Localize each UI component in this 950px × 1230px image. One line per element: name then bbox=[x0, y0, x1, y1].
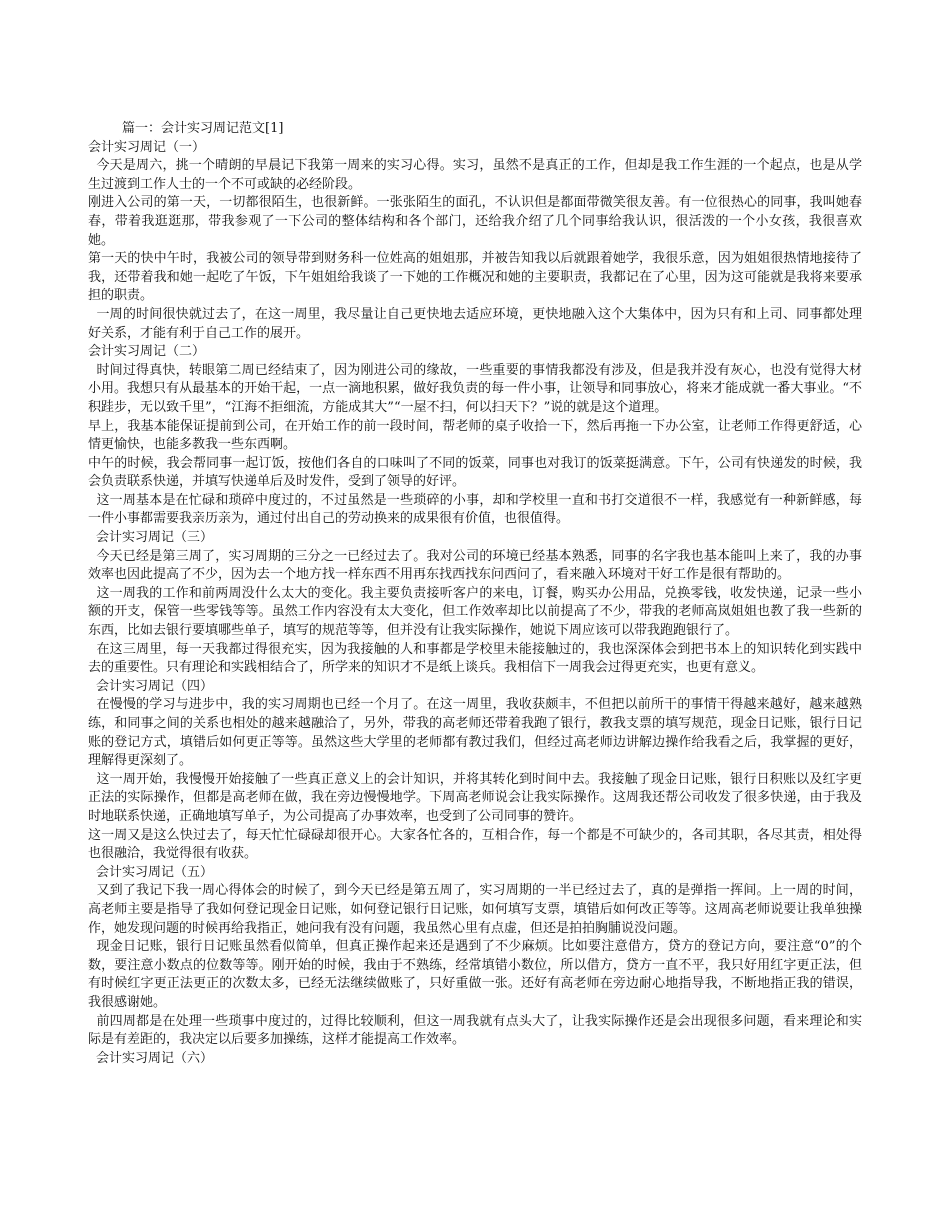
paragraph: 中午的时候，我会帮同事一起订饭，按他们各自的口味叫了不同的饭菜，同事也对我订的饭菜挺满意。下午，公司有快递发的时候，我会负责联系快递，并填写快递单后及时发件，受到了领导的好评。 bbox=[88, 455, 862, 490]
paragraph: 早上，我基本能保证提前到公司，在开始工作的前一段时间，帮老师的桌子收拾一下，然后再拖一下办公室，让老师工作得更舒适，心情更愉快，也能多教我一些东西啊。 bbox=[88, 418, 862, 453]
paragraph: 又到了我记下我一周心得体会的时候了，到今天已经是第五周了，实习周期的一半已经过去了，真的是弹指一挥间。上一周的时间，高老师主要是指导了我如何登记现金日记账，如何登记银行日记账，如何填写支票，填错后如何改正等等。这周高老师说要让我单独操作，她发现问题的时候再给我指正，她问我有没有问题，我虽然心里有点虚，但还是拍拍胸脯说没问题。 bbox=[88, 883, 862, 936]
paragraph: 第一天的快中午时，我被公司的领导带到财务科一位姓高的姐姐那，并被告知我以后就跟着她学，我很乐意，因为姐姐很热情地接待了我，还带着我和她一起吃了午饭，下午姐姐给我谈了一下她的工作概况和她的主要职责，我都记在了心里，因为这可能就是我将来要承担的职责。 bbox=[88, 251, 862, 304]
paragraph: 这一周基本是在忙碌和琐碎中度过的，不过虽然是一些琐碎的小事，却和学校里一直和书打交道很不一样，我感觉有一种新鲜感，每一件小事都需要我亲历亲为，通过付出自己的劳动换来的成果很有价值，也很值得。 bbox=[88, 492, 862, 527]
paragraph: 在慢慢的学习与进步中，我的实习周期也已经一个月了。在这一周里，我收获颇丰，不但把以前所干的事情干得越来越好，越来越熟练，和同事之间的关系也相处的越来越融洽了，另外，带我的高老师还带着我跑了银行，教我支票的填写规范，现金日记账，银行日记账的登记方式，填错后如何更正等等。虽然这些大学里的老师都有教过我们，但经过高老师边讲解边操作给我看之后，我掌握的更好，理解得更深刻了。 bbox=[88, 697, 862, 769]
document-page bbox=[88, 120, 862, 1068]
paragraph: 在这三周里，每一天我都过得很充实，因为我接触的人和事都是学校里未能接触过的，我也深深体会到把书本上的知识转化到实践中去的重要性。只有理论和实践相结合了，所学来的知识才不是纸上谈兵。我相信下一周我会过得更充实，也更有意义。 bbox=[88, 641, 862, 676]
journal-week-3 bbox=[88, 529, 862, 678]
section-heading: 会计实习周记（四） bbox=[96, 678, 214, 694]
journal-week-2 bbox=[88, 343, 862, 529]
paragraph: 这一周我的工作和前两周没什么太大的变化。我主要负责接听客户的来电，订餐，购买办公用品，兑换零钱，收发快递，记录一些小额的开支，保管一些零钱等等。虽然工作内容没有太大变化，但工作效率却比以前提高了不少，带我的老师高岚姐姐也教了我一些新的东西，比如去银行要填哪些单子，填写的规范等等，但并没有让我实际操作，她说下周应该可以带我跑跑银行了。 bbox=[88, 585, 862, 639]
section-heading: 会计实习周记（一） bbox=[88, 139, 206, 155]
section-heading: 会计实习周记（三） bbox=[96, 530, 214, 546]
journal-week-1 bbox=[88, 139, 862, 344]
paragraph: 刚进入公司的第一天，一切都很陌生，也很新鲜。一张张陌生的面孔，不认识但是都面带微笑很友善。有一位很热心的同事，我叫她春春，带着我逛逛那，带我参观了一下公司的整体结构和各个部门，还给我介绍了几个同事给我认识，很活泼的一个小女孩，我很喜欢她。 bbox=[88, 195, 862, 248]
paragraph: 今天是周六，挑一个晴朗的早晨记下我第一周来的实习心得。实习，虽然不是真正的工作，但却是我工作生涯的一个起点，也是从学生过渡到工作人士的一个不可或缺的必经阶段。 bbox=[88, 158, 862, 192]
paragraph: 前四周都是在处理一些琐事中度过的，过得比较顺利，但这一周我就有点头大了，让我实际操作还是会出现很多问题，看来理论和实际是有差距的，我决定以后要多加操练，这样才能提高工作效率。 bbox=[88, 1013, 862, 1048]
section-heading: 会计实习周记（二） bbox=[88, 344, 206, 360]
paragraph: 今天已经是第三周了，实习周期的三分之一已经过去了。我对公司的环境已经基本熟悉，同事的名字我也基本能叫上来了，我的办事效率也因此提高了不少，因为去一个地方找一样东西不用再东找西找东问西问了，看来融入环境对干好工作是很有帮助的。 bbox=[88, 548, 862, 583]
paragraph: 时间过得真快，转眼第二周已经结束了，因为刚进公司的缘故，一些重要的事情我都没有涉及，但是我并没有灰心，也没有觉得大材小用。我想只有从最基本的开始干起，一点一滴地积累，做好我负责的每一件小事，让领导和同事放心，将来才能成就一番大事业。“不积跬步，无以致千里”，“江海不拒细流，方能成其大”“一屋不扫，何以扫天下？”说的就是这个道理。 bbox=[88, 362, 862, 415]
document-title: 篇一：会计实习周记范文[1] bbox=[122, 121, 284, 136]
paragraph: 这一周又是这么快过去了，每天忙忙碌碌却很开心。大家各忙各的，互相合作，每一个都是不可缺少的，各司其职，各尽其责，相处得也很融洽，我觉得很有收获。 bbox=[88, 827, 862, 862]
paragraph: 一周的时间很快就过去了，在这一周里，我尽量让自己更快地去适应环境，更快地融入这个大集体中，因为只有和上司、同事都处理好关系，才能有利于自己工作的展开。 bbox=[88, 306, 862, 341]
section-heading: 会计实习周记（五） bbox=[96, 864, 214, 880]
journal-week-4 bbox=[88, 678, 862, 864]
section-heading: 会计实习周记（六） bbox=[96, 1050, 214, 1066]
paragraph: 这一周开始，我慢慢开始接触了一些真正意义上的会计知识，并将其转化到时间中去。我接触了现金日记账，银行日积账以及红字更正法的实际操作，但都是高老师在做，我在旁边慢慢地学。下周高老师说会让我实际操作。这周我还帮公司收发了很多快递，由于我及时地联系快递，正确地填写单子，为公司提高了办事效率，也受到了公司同事的赞许。 bbox=[88, 771, 862, 824]
journal-week-5 bbox=[88, 864, 862, 1050]
journal-week-6 bbox=[88, 1050, 862, 1069]
paragraph: 现金日记账，银行日记账虽然看似简单，但真正操作起来还是遇到了不少麻烦。比如要注意借方，贷方的登记方向，要注意“0”的个数，要注意小数点的位数等等。刚开始的时候，我由于不熟练，经常填错小数位，所以借方，贷方一直不平，我只好用红字更正法，但有时候红字更正法更正的次数太多，已经无法继续做账了，只好重做一张。还好有高老师在旁边耐心地指导我，不断地指正我的错误，我很感谢她。 bbox=[88, 939, 862, 1010]
